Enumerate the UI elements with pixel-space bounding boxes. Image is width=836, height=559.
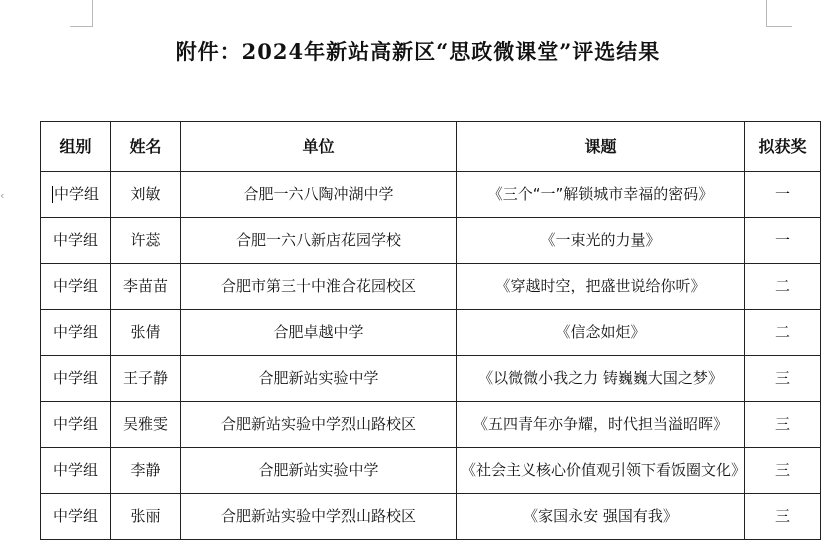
results-table bbox=[40, 121, 821, 540]
group-cell[interactable]: 中学组 bbox=[41, 402, 111, 448]
document-title: 附件：2024年新站高新区“思政微课堂”评选结果 bbox=[175, 39, 661, 64]
topic-cell[interactable]: 《信念如炬》 bbox=[457, 310, 745, 356]
group-cell[interactable]: 中学组 bbox=[41, 218, 111, 264]
topic-cell[interactable]: 《家国永安 强国有我》 bbox=[457, 494, 745, 540]
header-award: 拟获奖 bbox=[745, 122, 821, 172]
award-cell[interactable]: 三 bbox=[745, 402, 821, 448]
group-cell[interactable]: 中学组 bbox=[41, 264, 111, 310]
award-cell[interactable]: 二 bbox=[745, 264, 821, 310]
topic-cell[interactable]: 《穿越时空，把盛世说给你听》 bbox=[457, 264, 745, 310]
unit-cell[interactable]: 合肥新站实验中学 bbox=[181, 448, 457, 494]
page-corner-mark bbox=[766, 0, 767, 26]
unit-cell[interactable]: 合肥市第三十中淮合花园校区 bbox=[181, 264, 457, 310]
award-cell[interactable]: 二 bbox=[745, 310, 821, 356]
name-cell[interactable]: 张倩 bbox=[111, 310, 181, 356]
topic-cell[interactable]: 《五四青年亦争耀，时代担当溢昭晖》 bbox=[457, 402, 745, 448]
topic-cell[interactable]: 《三个“一”解锁城市幸福的密码》 bbox=[457, 172, 745, 218]
group-cell[interactable]: 中学组 bbox=[41, 310, 111, 356]
topic-cell[interactable]: 《以微微小我之力 铸巍巍大国之梦》 bbox=[457, 356, 745, 402]
table-row bbox=[41, 218, 821, 264]
group-cell[interactable]: 中学组 bbox=[41, 494, 111, 540]
table-row bbox=[41, 448, 821, 494]
group-cell[interactable]: 中学组 bbox=[41, 172, 111, 218]
chevron-left-icon: ‹ bbox=[0, 189, 5, 202]
table-row bbox=[41, 172, 821, 218]
text-cursor bbox=[52, 186, 53, 203]
topic-cell[interactable]: 《一束光的力量》 bbox=[457, 218, 745, 264]
table-row bbox=[41, 494, 821, 540]
page-corner-mark bbox=[766, 26, 792, 27]
topic-cell[interactable]: 《社会主义核心价值观引领下看饭圈文化》 bbox=[457, 448, 745, 494]
unit-cell[interactable]: 合肥新站实验中学 bbox=[181, 356, 457, 402]
award-cell[interactable]: 三 bbox=[745, 448, 821, 494]
unit-cell[interactable]: 合肥一六八陶冲湖中学 bbox=[181, 172, 457, 218]
page-corner-mark bbox=[70, 26, 93, 27]
award-cell[interactable]: 三 bbox=[745, 494, 821, 540]
group-cell[interactable]: 中学组 bbox=[41, 356, 111, 402]
unit-cell[interactable]: 合肥新站实验中学烈山路校区 bbox=[181, 494, 457, 540]
header-topic: 课题 bbox=[457, 122, 745, 172]
header-name: 姓名 bbox=[111, 122, 181, 172]
name-cell[interactable]: 吴雅雯 bbox=[111, 402, 181, 448]
unit-cell[interactable]: 合肥一六八新店花园学校 bbox=[181, 218, 457, 264]
award-cell[interactable]: 一 bbox=[745, 172, 821, 218]
unit-cell[interactable]: 合肥新站实验中学烈山路校区 bbox=[181, 402, 457, 448]
award-cell[interactable]: 三 bbox=[745, 356, 821, 402]
group-cell[interactable]: 中学组 bbox=[41, 448, 111, 494]
name-cell[interactable]: 张丽 bbox=[111, 494, 181, 540]
name-cell[interactable]: 李苗苗 bbox=[111, 264, 181, 310]
name-cell[interactable]: 刘敏 bbox=[111, 172, 181, 218]
name-cell[interactable]: 王子静 bbox=[111, 356, 181, 402]
name-cell[interactable]: 李静 bbox=[111, 448, 181, 494]
table-row bbox=[41, 264, 821, 310]
award-cell[interactable]: 一 bbox=[745, 218, 821, 264]
table-header-row bbox=[41, 122, 821, 172]
table-row bbox=[41, 402, 821, 448]
unit-cell[interactable]: 合肥卓越中学 bbox=[181, 310, 457, 356]
header-unit: 单位 bbox=[181, 122, 457, 172]
table-row bbox=[41, 356, 821, 402]
page-corner-mark bbox=[92, 0, 93, 26]
header-group: 组别 bbox=[41, 122, 111, 172]
name-cell[interactable]: 许蕊 bbox=[111, 218, 181, 264]
table-row bbox=[41, 310, 821, 356]
